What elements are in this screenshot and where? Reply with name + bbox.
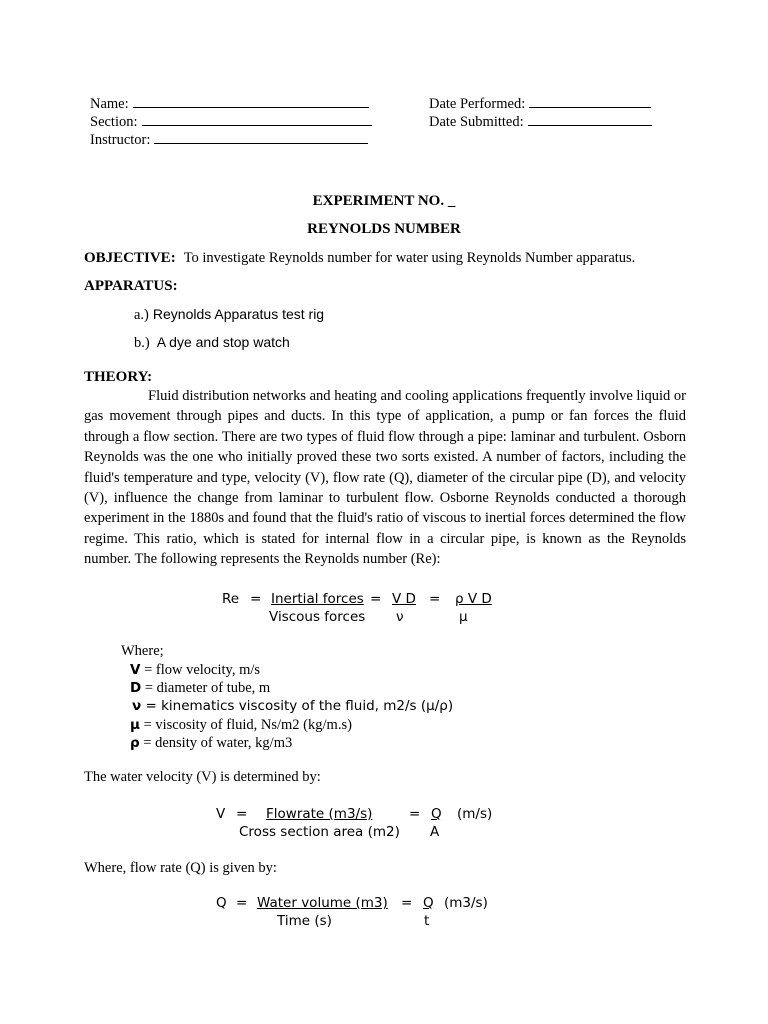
eq-v-equals: =: [409, 806, 421, 822]
theory-text: Fluid distribution networks and heating and cooling applications frequently involve liquid or gas movement through pipes and ducts. In this type of application, a pump or fan forces the fluid through a flow section. There are two types of fluid flow through a pipe: laminar and turbulent. Osborn Reynolds was the one who initially proved these two sorts existed. A number of factors, including the fluid's temperature and type, velocity (V), flow rate (Q), diameter of the circular pipe (D), and velocity (V), influence the change from laminar to turbulent flow. Osborne Reynolds conducted a thorough experiment in the 1880s and found that the fluid's ratio of viscous to inertial forces determined the flow regime. This ratio, which is stated for internal flow in a circular pipe, is known as the Reynolds number. The following represents the Reynolds number (Re):: [84, 388, 686, 568]
instructor-field[interactable]: [90, 129, 368, 149]
symbol-mu: μ: [130, 717, 140, 733]
name-line[interactable]: [133, 93, 369, 108]
eq-v-den-a: A: [430, 824, 440, 840]
eq-re-equals: =: [250, 591, 262, 607]
velocity-intro: The water velocity (V) is determined by:: [84, 769, 321, 785]
date-performed-field[interactable]: [429, 93, 651, 113]
subject-title: REYNOLDS NUMBER: [307, 221, 461, 237]
eq-q-equals: =: [401, 895, 413, 911]
section-label: Section:: [90, 114, 138, 130]
theory-paragraph: [84, 386, 686, 570]
eq-v-num-q: Q: [431, 806, 442, 822]
where-heading: Where;: [121, 643, 164, 659]
eq-re-den-nu: ν: [396, 609, 404, 625]
objective-text: To investigate Reynolds number for water using Reynolds Number apparatus.: [183, 250, 636, 266]
section-line[interactable]: [142, 111, 372, 126]
instructor-line[interactable]: [154, 129, 368, 144]
eq-v-den-area: Cross section area (m2): [239, 824, 400, 840]
objective-section: [84, 249, 635, 267]
symbol-nu: ν: [132, 698, 142, 714]
eq-re-equals: =: [429, 591, 441, 607]
where-item: [132, 697, 453, 716]
eq-re-lhs: Re: [222, 591, 240, 607]
eq-v-equals: =: [236, 806, 248, 822]
theory-label: THEORY:: [84, 369, 153, 385]
eq-re-equals: =: [370, 591, 382, 607]
experiment-title: EXPERIMENT NO. _: [312, 193, 456, 209]
eq-re-num-forces: Inertial forces: [271, 591, 364, 607]
date-submitted-label: Date Submitted:: [429, 114, 524, 130]
where-text: = density of water, kg/m3: [139, 735, 293, 751]
eq-q-lhs: Q: [216, 895, 227, 911]
apparatus-text: Reynolds Apparatus test rig: [152, 306, 325, 322]
symbol-d: D: [130, 680, 142, 696]
where-item: [130, 661, 260, 680]
instructor-label: Instructor:: [90, 132, 151, 148]
eq-q-unit: (m3/s): [444, 895, 488, 911]
name-label: Name:: [90, 96, 129, 112]
flowrate-intro: Where, flow rate (Q) is given by:: [84, 860, 277, 876]
apparatus-marker: b.): [134, 335, 150, 351]
section-field[interactable]: [90, 111, 372, 131]
apparatus-item: [134, 306, 324, 324]
where-text: = diameter of tube, m: [141, 680, 271, 696]
eq-v-num-flowrate: Flowrate (m3/s): [266, 806, 373, 822]
eq-q-den-time: Time (s): [277, 913, 332, 929]
eq-re-num-rhovd: ρ V D: [455, 591, 492, 607]
date-submitted-field[interactable]: [429, 111, 652, 131]
where-text: = viscosity of fluid, Ns/m2 (kg/m.s): [139, 717, 352, 733]
apparatus-item: [134, 334, 290, 352]
eq-re-num-vd: V D: [392, 591, 416, 607]
eq-v-unit: (m/s): [457, 806, 493, 822]
eq-q-equals: =: [236, 895, 248, 911]
date-submitted-line[interactable]: [528, 111, 652, 126]
eq-v-lhs: V: [216, 806, 226, 822]
where-item: [130, 679, 270, 698]
symbol-rho: ρ: [130, 735, 140, 751]
apparatus-marker: a.): [134, 307, 149, 323]
eq-re-den-forces: Viscous forces: [269, 609, 366, 625]
where-text: = kinematics viscosity of the fluid, m2/s (μ/ρ): [141, 698, 454, 714]
where-item: [130, 716, 352, 735]
where-text: = flow velocity, m/s: [140, 662, 261, 678]
name-field[interactable]: [90, 93, 369, 113]
eq-q-den-t: t: [424, 913, 430, 929]
eq-re-den-mu: μ: [459, 609, 468, 625]
date-performed-line[interactable]: [529, 93, 651, 108]
objective-label: OBJECTIVE:: [84, 250, 176, 266]
eq-q-num-q: Q: [423, 895, 434, 911]
eq-q-num-volume: Water volume (m3): [257, 895, 388, 911]
symbol-v: V: [130, 662, 141, 678]
date-performed-label: Date Performed:: [429, 96, 526, 112]
apparatus-label: APPARATUS:: [84, 278, 178, 294]
where-item: [130, 734, 292, 753]
apparatus-text: A dye and stop watch: [156, 334, 290, 350]
